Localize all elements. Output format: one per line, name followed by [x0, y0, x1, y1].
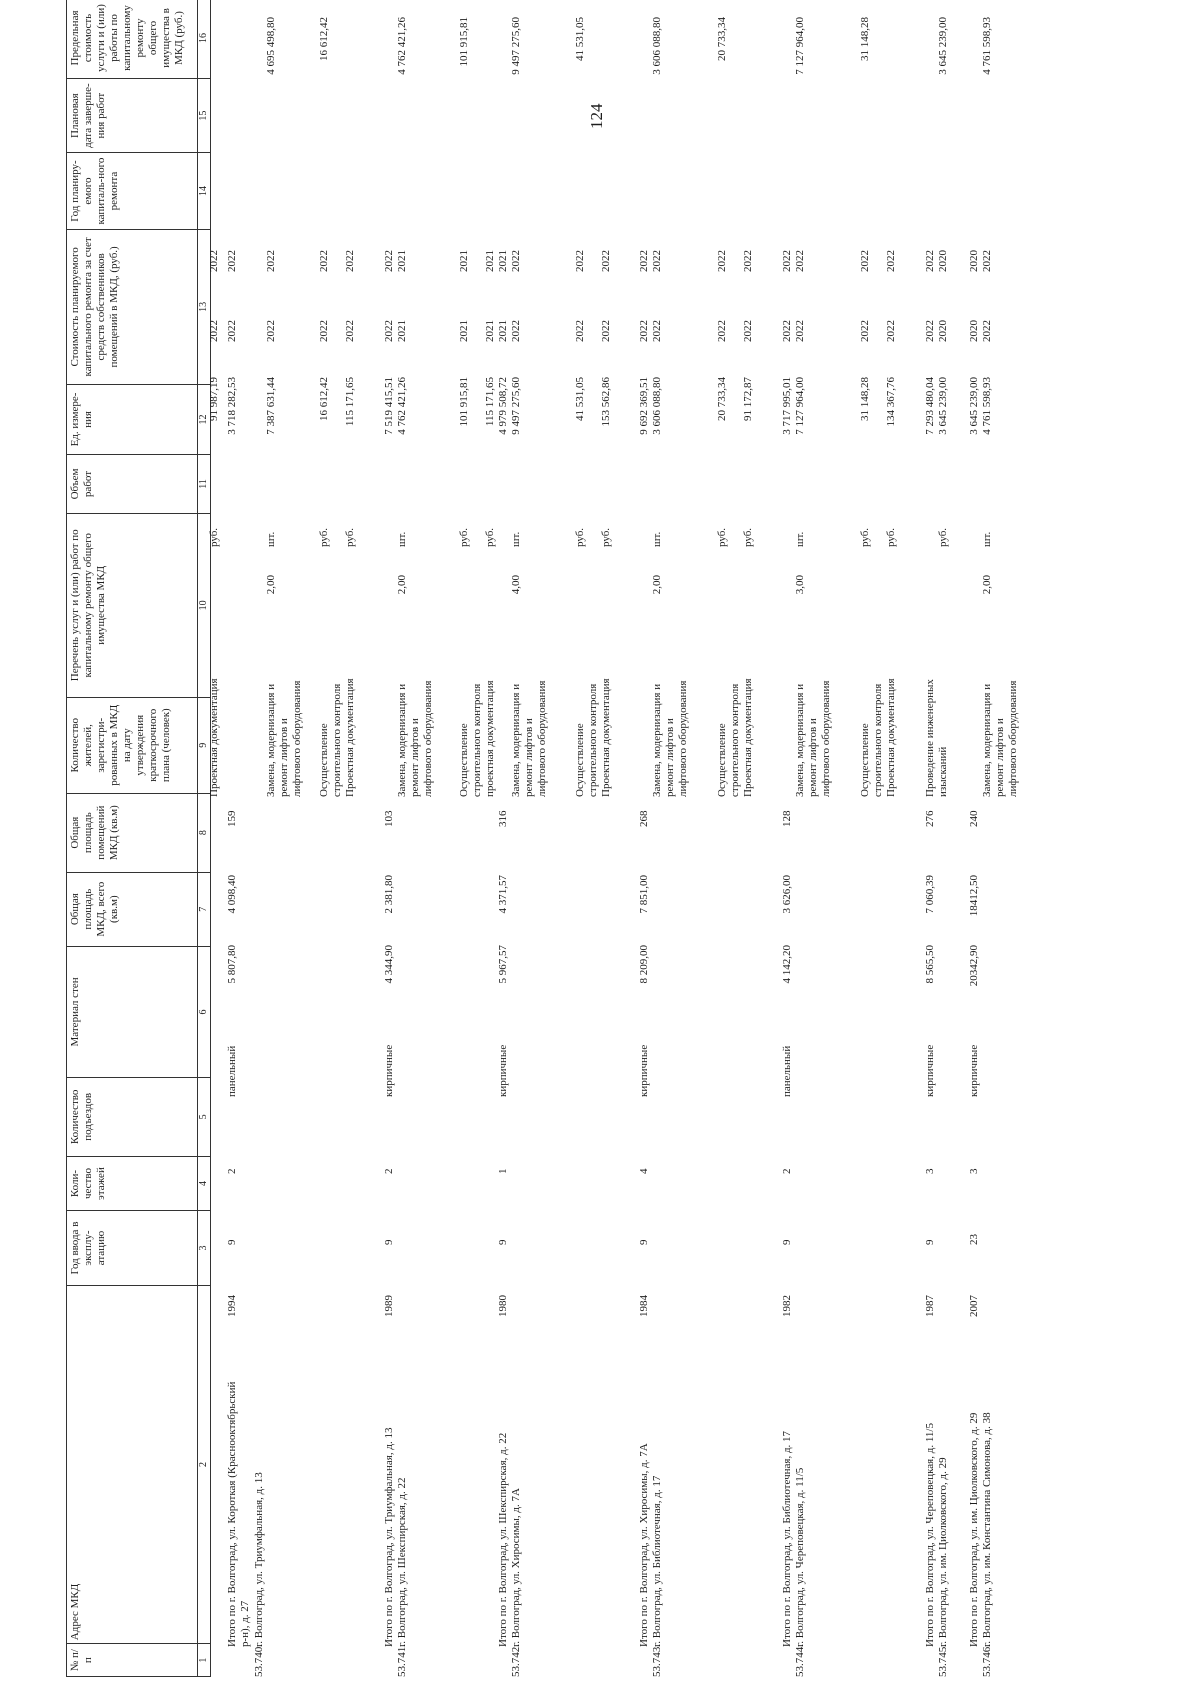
cell-text: 53.741.	[396, 1644, 408, 1677]
cell-text: 53.740.	[253, 1644, 265, 1677]
cell-text: Замена, модернизация и	[510, 683, 522, 797]
cell-text: г. Волгоград, ул. им. Циолковского, д. 29	[937, 1457, 949, 1647]
cell-text: 3 626,00	[781, 875, 793, 914]
cell-text: панельный	[226, 1045, 238, 1097]
cell-text: 91 172,87	[742, 377, 754, 421]
cell-text: р-н), д. 27	[239, 1600, 251, 1647]
cell-text: изысканий	[937, 746, 949, 797]
cell-text: руб.	[458, 527, 470, 547]
cell-text: 4 098,40	[226, 875, 238, 914]
cell-text: руб.	[937, 527, 949, 547]
cell-text: проектная документация	[484, 680, 496, 797]
cell-text: 2020	[968, 320, 980, 342]
cell-text: 9	[638, 1239, 650, 1245]
cell-text: 7 851,00	[638, 875, 650, 914]
cell-text: лифтового оборудования	[291, 680, 303, 797]
column-number: 8	[198, 793, 211, 872]
cell-text: 2,00	[981, 575, 993, 595]
column-header: Материал стен	[67, 946, 198, 1077]
cell-text: руб.	[318, 527, 330, 547]
column-header: Объем работ	[67, 454, 198, 513]
cell-text: 53.743.	[651, 1644, 663, 1677]
cell-text: кирпичные	[638, 1044, 650, 1097]
column-number: 10	[198, 513, 211, 697]
column-header: Адрес МКД	[67, 1285, 198, 1644]
cell-text: 268	[638, 810, 650, 827]
cell-text: 3 645 239,00	[937, 377, 949, 435]
cell-text: 91 987,19	[208, 377, 220, 421]
cell-text: г. Волгоград, ул. Шекспирская, д. 22	[396, 1477, 408, 1647]
cell-text: Проектная документация	[742, 678, 754, 797]
cell-text: 4 142,20	[781, 945, 793, 984]
cell-text: руб.	[600, 527, 612, 547]
cell-text: 2022	[781, 250, 793, 272]
cell-text: лифтового оборудования	[677, 680, 689, 797]
cell-text: 2022	[981, 320, 993, 342]
cell-text: 1	[497, 1168, 509, 1174]
cell-text: 2022	[383, 320, 395, 342]
cell-text: 3 645 239,00	[968, 377, 980, 435]
cell-text: Замена, модернизация и	[265, 683, 277, 797]
cell-text: 2022	[716, 320, 728, 342]
cell-text: 3 606 088,80	[651, 377, 663, 435]
cell-text: шт.	[651, 531, 663, 547]
cell-text: 2022	[510, 250, 522, 272]
cell-text: 2022	[638, 320, 650, 342]
column-number: 16	[198, 0, 211, 78]
cell-text: 101 915,81	[458, 377, 470, 427]
cell-text: 7 127 964,00	[794, 377, 806, 435]
cell-text: 2020	[937, 250, 949, 272]
cell-text: шт.	[396, 531, 408, 547]
cell-text: руб.	[716, 527, 728, 547]
cell-text: 9 497 275,60	[510, 377, 522, 435]
cell-text: лифтового оборудования	[536, 680, 548, 797]
header-row	[67, 0, 198, 1677]
cell-text: 5 967,57	[497, 945, 509, 984]
cell-text: 4 344,90	[383, 945, 395, 984]
cell-text: Осуществление	[859, 723, 871, 797]
cell-text: шт.	[510, 531, 522, 547]
page-number: 124	[587, 103, 606, 129]
cell-text: г. Волгоград, ул. им. Константина Симонова, д. 38	[981, 1412, 993, 1647]
cell-text: ремонт лифтов и	[807, 718, 819, 797]
cell-text: 240	[968, 810, 980, 827]
cell-text: 134 367,76	[885, 377, 897, 427]
cell-text: 2022	[265, 250, 277, 272]
cell-text: 4 762 421,26	[396, 377, 408, 435]
column-header: Коли-чество этажей	[67, 1156, 198, 1211]
cell-text: 31 148,28	[859, 17, 871, 61]
cell-text: строительного контроля	[587, 683, 599, 797]
cell-text: 8 209,00	[638, 945, 650, 984]
cell-text: 3 606 088,80	[651, 17, 663, 75]
column-header: Предельная стоимость услуги и (или) работы по капитальному ремонту общего имущества в МКД (руб.)	[67, 0, 198, 78]
cell-text: Итого по г. Волгоград, ул. Библиотечная, д. 17	[781, 1430, 793, 1647]
cell-text: 53.746.	[981, 1644, 993, 1677]
cell-text: 2,00	[651, 575, 663, 595]
capital-repair-table	[66, 0, 211, 1677]
cell-text: 16 612,42	[318, 377, 330, 421]
cell-text: кирпичные	[497, 1044, 509, 1097]
cell-text: Проектная документация	[344, 678, 356, 797]
cell-text: 20342,90	[968, 945, 980, 987]
cell-text: Осуществление	[574, 723, 586, 797]
cell-text: 2022	[794, 320, 806, 342]
cell-text: 2022	[638, 250, 650, 272]
cell-text: 2020	[937, 320, 949, 342]
column-number: 15	[198, 78, 211, 152]
cell-text: 159	[226, 810, 238, 827]
cell-text: 2022	[318, 320, 330, 342]
cell-text: 2	[781, 1168, 793, 1174]
column-number: 6	[198, 946, 211, 1077]
cell-text: руб.	[742, 527, 754, 547]
cell-text: 2007	[968, 1295, 980, 1317]
cell-text: ремонт лифтов и	[523, 718, 535, 797]
rotated-table	[66, 0, 1166, 1677]
cell-text: лифтового оборудования	[1007, 680, 1019, 797]
cell-text: 2022	[265, 320, 277, 342]
cell-text: шт.	[981, 531, 993, 547]
cell-text: 4 979 508,72	[497, 377, 509, 435]
cell-text: 2,00	[265, 575, 277, 595]
cell-text: 4 761 598,93	[981, 377, 993, 435]
cell-text: 3	[924, 1168, 936, 1174]
cell-text: 9	[226, 1239, 238, 1245]
cell-text: 16 612,42	[318, 17, 330, 61]
column-header: Общая площадь МКД, всего (кв.м)	[67, 872, 198, 946]
cell-text: Осуществление	[716, 723, 728, 797]
cell-text: 3 718 282,53	[226, 377, 238, 435]
column-number: 11	[198, 454, 211, 513]
cell-text: 1987	[924, 1295, 936, 1317]
cell-text: Итого по г. Волгоград, ул. Череповецкая, д. 11/5	[924, 1423, 936, 1647]
cell-text: 2	[226, 1168, 238, 1174]
cell-text: 2022	[344, 320, 356, 342]
column-header: Плановая дата заверше-ния работ	[67, 78, 198, 152]
cell-text: 20 733,34	[716, 377, 728, 421]
cell-text: шт.	[265, 531, 277, 547]
cell-text: руб.	[885, 527, 897, 547]
cell-text: шт.	[794, 531, 806, 547]
cell-text: 2021	[497, 250, 509, 272]
column-number: 5	[198, 1078, 211, 1157]
cell-text: руб.	[574, 527, 586, 547]
cell-text: 18412,50	[968, 875, 980, 917]
cell-text: строительного контроля	[872, 683, 884, 797]
cell-text: руб.	[208, 527, 220, 547]
cell-text: 3 645 239,00	[937, 17, 949, 75]
cell-text: 115 171,65	[484, 377, 496, 427]
cell-text: 4 761 598,93	[981, 17, 993, 75]
cell-text: 41 531,05	[574, 17, 586, 61]
cell-text: кирпичные	[968, 1044, 980, 1097]
cell-text: Итого по г. Волгоград, ул. Хиросимы, д. 7А	[638, 1443, 650, 1647]
cell-text: 2022	[226, 250, 238, 272]
cell-text: 2022	[885, 250, 897, 272]
cell-text: 2022	[742, 320, 754, 342]
cell-text: 2021	[497, 320, 509, 342]
cell-text: ремонт лифтов и	[278, 718, 290, 797]
cell-text: 9 497 275,60	[510, 17, 522, 75]
cell-text: 2021	[396, 320, 408, 342]
cell-text: 3	[968, 1168, 980, 1174]
cell-text: 4,00	[510, 575, 522, 595]
cell-text: 2022	[924, 250, 936, 272]
column-number: 13	[198, 229, 211, 384]
column-number: 4	[198, 1156, 211, 1211]
cell-text: г. Волгоград, ул. Хиросимы, д. 7А	[510, 1488, 522, 1647]
cell-text: 2022	[574, 320, 586, 342]
cell-text: 115 171,65	[344, 377, 356, 427]
cell-text: 2022	[859, 320, 871, 342]
cell-text: 153 562,86	[600, 377, 612, 427]
cell-text: 7 387 631,44	[265, 377, 277, 435]
cell-text: 7 127 964,00	[794, 17, 806, 75]
cell-text: 7 060,39	[924, 875, 936, 914]
cell-text: 2022	[651, 320, 663, 342]
cell-text: 2022	[651, 250, 663, 272]
column-number: 2	[198, 1285, 211, 1644]
cell-text: панельный	[781, 1045, 793, 1097]
cell-text: лифтового оборудования	[422, 680, 434, 797]
column-header: Стоимость планируемого капитального ремонта за счет средств собственников помещений в МКД, (руб.)	[67, 229, 198, 384]
cell-text: 2021	[484, 250, 496, 272]
column-header: Количество жителей, зарегистри-рованных в МКД на дату утверждения краткосрочного плана (человек)	[67, 697, 198, 793]
cell-text: 23	[968, 1234, 980, 1245]
cell-text: 2022	[208, 250, 220, 272]
cell-text: г. Волгоград, ул. Череповецкая, д. 11/5	[794, 1467, 806, 1647]
cell-text: 9	[781, 1239, 793, 1245]
cell-text: 41 531,05	[574, 377, 586, 421]
cell-text: ремонт лифтов и	[664, 718, 676, 797]
cell-text: 316	[497, 810, 509, 827]
cell-text: кирпичные	[383, 1044, 395, 1097]
cell-text: руб.	[484, 527, 496, 547]
cell-text: 20 733,34	[716, 17, 728, 61]
cell-text: Итого по г. Волгоград, ул. Короткая (Краснооктябрьский	[226, 1381, 238, 1647]
cell-text: 9	[497, 1239, 509, 1245]
cell-text: 53.744.	[794, 1644, 806, 1677]
cell-text: 103	[383, 810, 395, 827]
cell-text: ремонт лифтов и	[409, 718, 421, 797]
cell-text: 2022	[716, 250, 728, 272]
cell-text: кирпичные	[924, 1044, 936, 1097]
cell-text: Замена, модернизация и	[981, 683, 993, 797]
cell-text: строительного контроля	[729, 683, 741, 797]
cell-text: 4 695 498,80	[265, 17, 277, 75]
column-header: № п/п	[67, 1644, 198, 1677]
cell-text: 2022	[600, 320, 612, 342]
cell-text: Итого по г. Волгоград, ул. им. Циолковского, д. 29	[968, 1412, 980, 1647]
cell-text: 2020	[968, 250, 980, 272]
column-number: 12	[198, 385, 211, 455]
cell-text: Проектная документация	[885, 678, 897, 797]
cell-text: 2022	[600, 250, 612, 272]
cell-text: 2021	[458, 250, 470, 272]
cell-text: 1989	[383, 1295, 395, 1317]
cell-text: 9	[924, 1239, 936, 1245]
cell-text: 8 565,50	[924, 945, 936, 984]
cell-text: 2021	[458, 320, 470, 342]
cell-text: руб.	[344, 527, 356, 547]
cell-text: строительного контроля	[331, 683, 343, 797]
cell-text: 1980	[497, 1295, 509, 1317]
cell-text: 2	[383, 1168, 395, 1174]
cell-text: 2022	[981, 250, 993, 272]
column-header: Перечень услуг и (или) работ по капитальному ремонту общего имущества МКД	[67, 513, 198, 697]
cell-text: г. Волгоград, ул. Триумфальная, д. 13	[253, 1472, 265, 1647]
column-number: 9	[198, 697, 211, 793]
cell-text: 7 519 415,51	[383, 377, 395, 435]
column-header: Количество подъездов	[67, 1078, 198, 1157]
cell-text: 2022	[781, 320, 793, 342]
column-header: Ед. измере-ния	[67, 385, 198, 455]
cell-text: руб.	[859, 527, 871, 547]
cell-text: Замена, модернизация и	[396, 683, 408, 797]
cell-text: 2022	[344, 250, 356, 272]
cell-text: Итого по г. Волгоград, ул. Шекспирская, д. 22	[497, 1432, 509, 1647]
cell-text: Замена, модернизация и	[651, 683, 663, 797]
cell-text: 3,00	[794, 575, 806, 595]
column-number: 1	[198, 1644, 211, 1677]
cell-text: 101 915,81	[458, 17, 470, 67]
cell-text: 2022	[574, 250, 586, 272]
cell-text: Осуществление	[458, 723, 470, 797]
cell-text: 53.742.	[510, 1644, 522, 1677]
cell-text: 2022	[383, 250, 395, 272]
cell-text: 31 148,28	[859, 377, 871, 421]
cell-text: 2,00	[396, 575, 408, 595]
cell-text: 4 762 421,26	[396, 17, 408, 75]
cell-text: ремонт лифтов и	[994, 718, 1006, 797]
cell-text: 3 717 995,01	[781, 377, 793, 435]
cell-text: лифтового оборудования	[820, 680, 832, 797]
cell-text: 2022	[510, 320, 522, 342]
cell-text: г. Волгоград, ул. Библиотечная, д. 17	[651, 1475, 663, 1647]
cell-text: 5 807,80	[226, 945, 238, 984]
cell-text: Проектная документация	[600, 678, 612, 797]
cell-text: строительного контроля	[471, 683, 483, 797]
cell-text: 2021	[484, 320, 496, 342]
column-number: 3	[198, 1211, 211, 1285]
column-header: Год планиру-емого капиталь-ного ремонта	[67, 153, 198, 230]
cell-text: 276	[924, 810, 936, 827]
cell-text: 1994	[226, 1295, 238, 1317]
column-header: Общая площадь помещений МКД (кв.м)	[67, 793, 198, 872]
cell-text: 2022	[885, 320, 897, 342]
cell-text: 53.745.	[937, 1644, 949, 1677]
cell-text: Проектная документация	[208, 678, 220, 797]
cell-text: 1982	[781, 1295, 793, 1317]
cell-text: 2022	[859, 250, 871, 272]
column-number: 14	[198, 153, 211, 230]
cell-text: 9	[383, 1239, 395, 1245]
cell-text: 2022	[924, 320, 936, 342]
cell-text: 9 692 369,51	[638, 377, 650, 435]
column-number: 7	[198, 872, 211, 946]
cell-text: Замена, модернизация и	[794, 683, 806, 797]
cell-text: 4	[638, 1168, 650, 1174]
cell-text: 128	[781, 810, 793, 827]
cell-text: 2022	[742, 250, 754, 272]
cell-text: 4 371,57	[497, 875, 509, 914]
cell-text: 2022	[208, 320, 220, 342]
cell-text: 2 381,80	[383, 875, 395, 914]
cell-text: Проведение инженерных	[924, 679, 936, 797]
cell-text: Итого по г. Волгоград, ул. Триумфальная, д. 13	[383, 1427, 395, 1647]
cell-text: 7 293 480,04	[924, 377, 936, 435]
cell-text: 2021	[396, 250, 408, 272]
cell-text: 2022	[794, 250, 806, 272]
cell-text: 2022	[318, 250, 330, 272]
cell-text: 2022	[226, 320, 238, 342]
cell-text: Осуществление	[318, 723, 330, 797]
column-header: Год ввода в эксплу-атацию	[67, 1211, 198, 1285]
cell-text: 1984	[638, 1295, 650, 1317]
